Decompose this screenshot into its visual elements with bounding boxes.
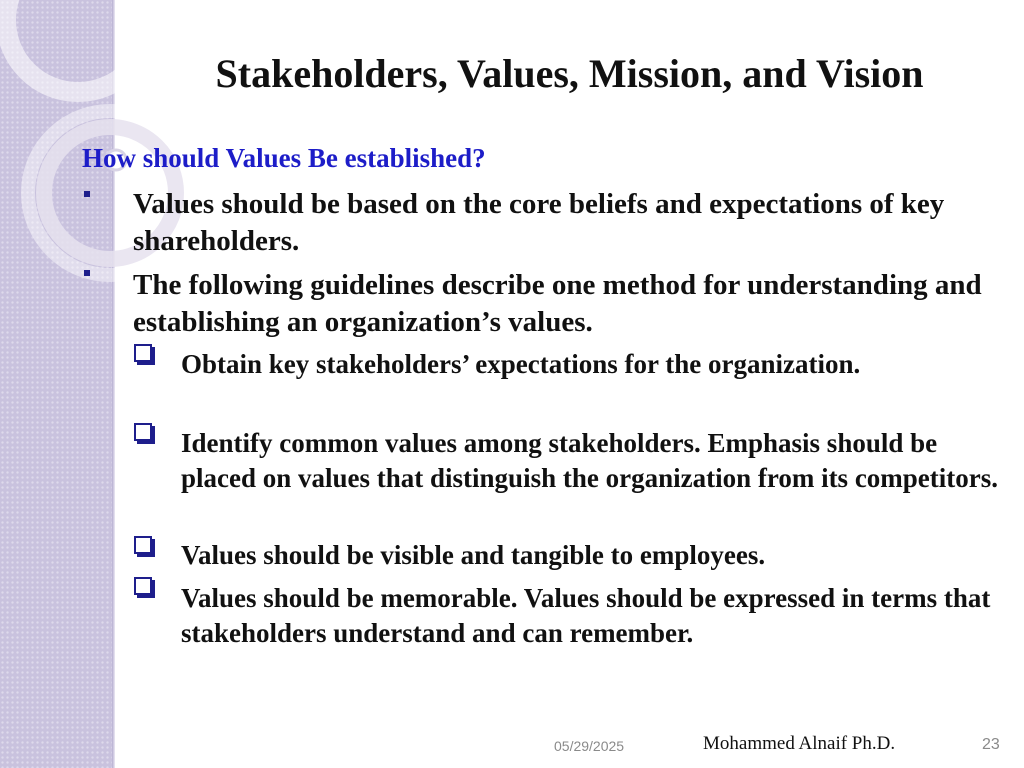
- sub-bullet-item: Values should be memorable. Values should be expressed in terms that stakeholders understand and can remember.: [181, 583, 991, 648]
- slide-title: Stakeholders, Values, Mission, and Vision: [215, 51, 924, 96]
- checkbox-bullet-icon: [134, 423, 152, 441]
- bullet-item: The following guidelines describe one method for understanding and establishing an organization’s values.: [133, 269, 982, 338]
- checkbox-bullet-icon: [134, 536, 152, 554]
- checkbox-bullet-icon: [134, 344, 152, 362]
- sub-bullet-item: Obtain key stakeholders’ expectations for the organization.: [181, 349, 861, 379]
- bullet-marker: [84, 191, 90, 197]
- footer-author: Mohammed Alnaif Ph.D.: [703, 733, 896, 754]
- bullet-marker: [84, 270, 90, 276]
- slide-number: 23: [982, 736, 1000, 753]
- sub-bullet-item: Identify common values among stakeholders. Emphasis should be placed on values that distinguish the organization from its competitors.: [181, 428, 999, 493]
- checkbox-bullet-icon: [134, 577, 152, 595]
- subheading: How should Values Be established?: [82, 143, 486, 173]
- sub-bullet-item: Values should be visible and tangible to employees.: [181, 540, 766, 570]
- bullet-item: Values should be based on the core beliefs and expectations of key shareholders.: [133, 188, 945, 257]
- footer-date: 05/29/2025: [554, 738, 625, 754]
